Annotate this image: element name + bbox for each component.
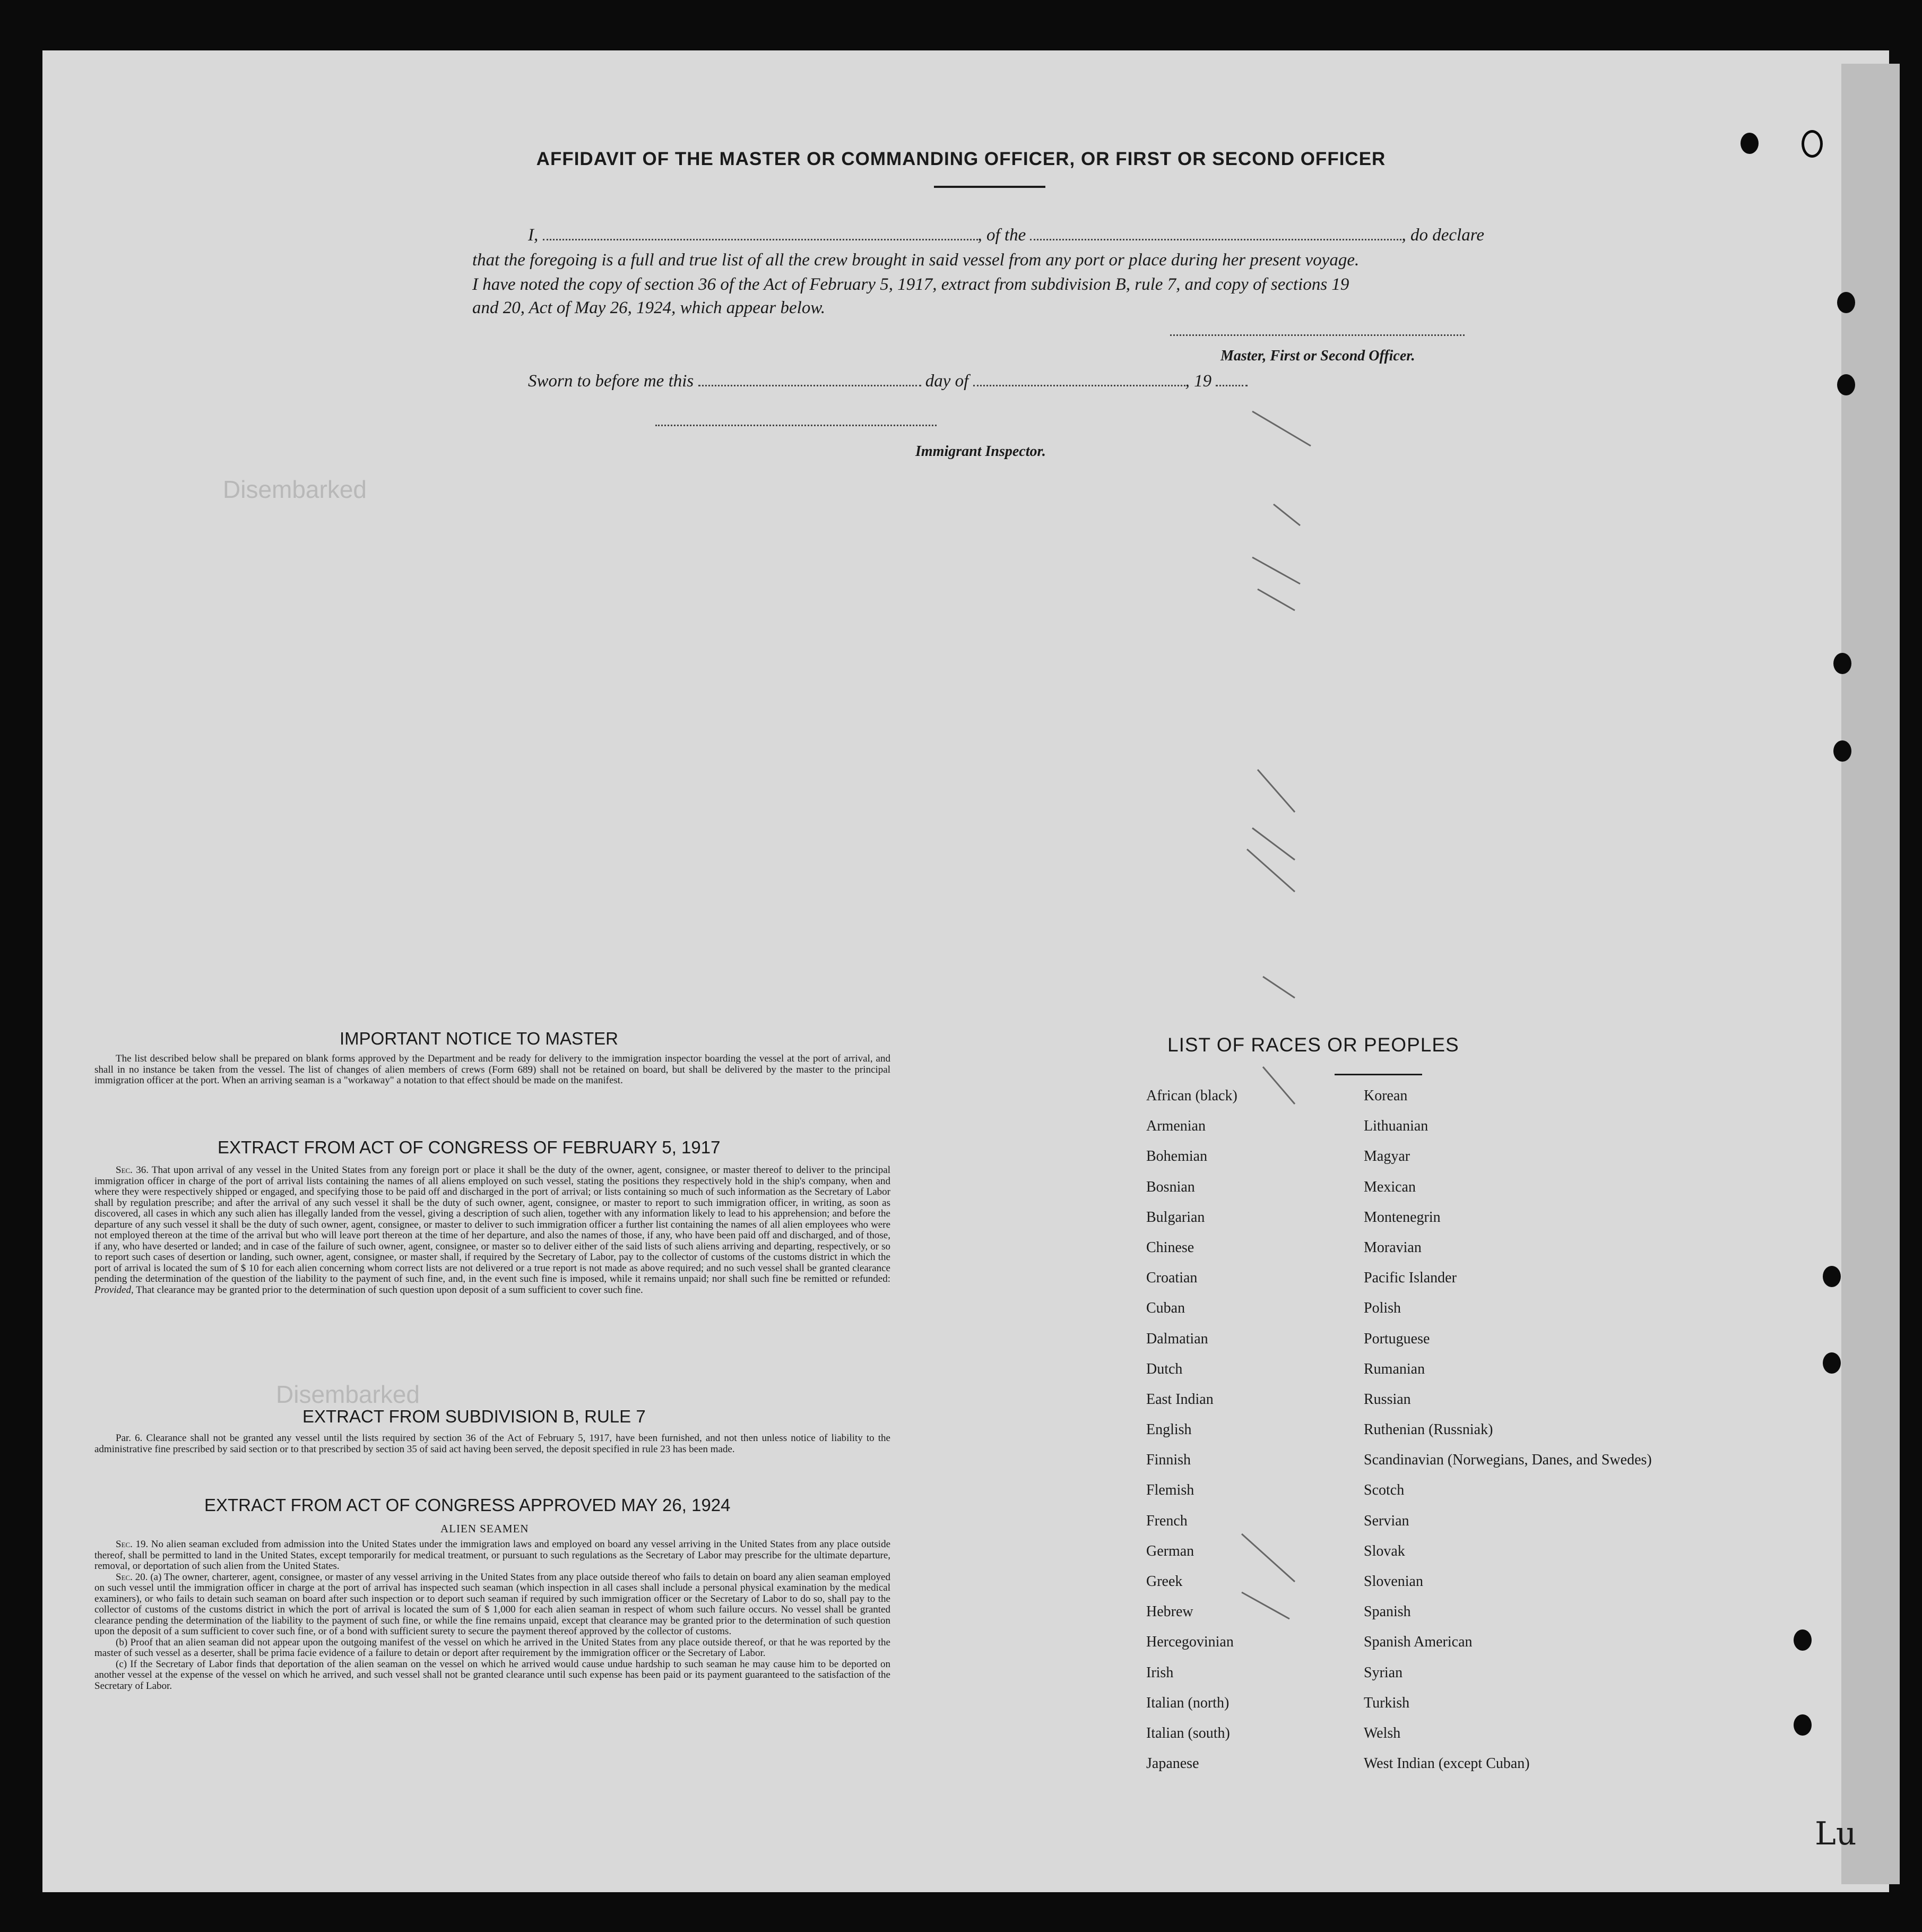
race-item: Italian (north) [1146, 1694, 1230, 1711]
race-item: Welsh [1364, 1724, 1401, 1741]
race-item: Magyar [1364, 1148, 1410, 1165]
sec-20c-text: (c) If the Secretary of Labor finds that deportation of the alien seaman on the vessel on which he arrived would cause undue hardship to such seaman he may cause him to be deported on another vessel at the expense of the vessel on which he arrived, and such vessel shall not be granted clearance until such expense has been paid or its payment guaranteed to the satisfaction of the Secretary of Labor. [94, 1658, 890, 1692]
sec-36-label: Sec. 36. [116, 1165, 149, 1176]
race-item: Servian [1364, 1512, 1409, 1529]
sworn-prefix: Sworn to before me this [528, 372, 694, 391]
race-item: German [1146, 1542, 1194, 1559]
race-item: Dalmatian [1146, 1330, 1208, 1347]
race-item: English [1146, 1421, 1192, 1438]
race-item: Slovenian [1364, 1573, 1423, 1590]
race-item: Croatian [1146, 1270, 1198, 1287]
race-item: Slovak [1364, 1542, 1405, 1559]
alien-seamen-subheading: ALIEN SEAMEN [440, 1522, 529, 1535]
sworn-day-of: day of [925, 372, 969, 391]
extract-rule7-text [94, 1433, 890, 1455]
race-item: Portuguese [1364, 1330, 1430, 1347]
race-item: Polish [1364, 1300, 1401, 1317]
race-item: Spanish American [1364, 1634, 1473, 1651]
race-item: Ruthenian (Russniak) [1364, 1421, 1493, 1438]
race-item: Dutch [1146, 1360, 1183, 1377]
race-item: Scandinavian (Norwegians, Danes, and Swedes) [1364, 1452, 1652, 1469]
race-item: Bulgarian [1146, 1209, 1205, 1226]
extract-rule7-heading: EXTRACT FROM SUBDIVISION B, RULE 7 [302, 1407, 646, 1426]
race-item: Mexican [1364, 1178, 1416, 1195]
race-item: Moravian [1364, 1239, 1422, 1256]
race-item: Syrian [1364, 1664, 1403, 1681]
race-item: Finnish [1146, 1452, 1191, 1469]
race-item: Spanish [1364, 1603, 1411, 1620]
race-item: Chinese [1146, 1239, 1194, 1256]
race-item: African (black) [1146, 1088, 1237, 1104]
declaration-do-declare: , do declare [1401, 226, 1484, 245]
race-item: Rumanian [1364, 1360, 1425, 1377]
notice-paragraph: The list described below shall be prepared on blank forms approved by the Department and be ready for delivery to the immigration inspector boarding the vessel at the port of arrival, and shall in no instance be taken from the vessel. The list of changes of alien members of crews (Form 689) shall not be retained on board, but shall be delivered by the master to the principal immigration officer at the port. When an arriving seaman is a "workaway" a notation to that effect should be made on the manifest. [94, 1053, 890, 1086]
declaration-line-3: I have noted the copy of section 36 of the Act of February 5, 1917, extract from subdivision B, rule 7, and copy of sections 19 [472, 275, 1349, 294]
race-item: Flemish [1146, 1482, 1194, 1499]
sec-36-text: That upon arrival of any vessel in the United States from any foreign port or place it shall be the duty of the owner, agent, consignee, or master thereof to deliver to the principal immigration officer in charge of the port of arrival lists containing the names of all aliens employed on such vessel, stating the positions they respectively hold in the ship's company, when and where they were respectively shipped or engaged, and specifying those to be paid off and discharged in the port of arrival; or lists containing so much of such information as the Secretary of Labor shall by regulation prescribe; and after the arrival of any such vessel it shall be the duty of such owner, agent, consignee, or master to report to such immigration officer, in writing, as soon as discovered, all cases in which any such alien has illegally landed from the vessel, giving a description of such alien, together with any information likely to lead to his apprehension; and before the departure of any such vessel it shall be the duty of such owner, agent, consignee, or master to deliver to such immigration officer a further list containing the names of all alien employees who were not employed thereon at the time of the arrival but who will leave port thereon at the time of her departure, and also the names of those, if any, who have been paid off and discharged, and of those, if any, who have deserted or landed; and in case of the failure of such owner, agent, consignee, or master so to deliver either of the said lists of such aliens arriving and departing, respectively, or so to report such cases of desertion or landing, such owner, agent, consignee, or master shall, if required by the Secretary of Labor, pay to the collector of customs of the customs district in which the port of arrival is located the sum of $ 10 for each alien concerning whom correct lists are not delivered or a true report is not made as above required; and no such vessel shall be granted clearance pending the determination of the question of the liability to the payment of such fine, and, in the event such fine is imposed, while it remains unpaid; nor shall such fine be remitted or refunded: [94, 1165, 890, 1284]
races-heading: LIST OF RACES OR PEOPLES [1167, 1034, 1459, 1056]
race-item: Pacific Islander [1364, 1270, 1457, 1287]
race-item: Armenian [1146, 1118, 1206, 1135]
extract-1924-heading: EXTRACT FROM ACT OF CONGRESS APPROVED MAY 26, 1924 [204, 1495, 731, 1515]
bleed-through-text: Disembarked [276, 1381, 420, 1408]
races-list-right [1364, 1088, 1652, 1786]
race-item: Hercegovinian [1146, 1634, 1234, 1651]
sec-19-label: Sec. 19. [116, 1539, 149, 1550]
race-item: Turkish [1364, 1694, 1410, 1711]
race-item: Scotch [1364, 1482, 1405, 1499]
affidavit-title: AFFIDAVIT OF THE MASTER OR COMMANDING OFFICER, OR FIRST OR SECOND OFFICER [536, 149, 1386, 169]
race-item: Italian (south) [1146, 1724, 1230, 1741]
race-item: Cuban [1146, 1300, 1185, 1317]
sec-20b-text: (b) Proof that an alien seaman did not appear upon the outgoing manifest of the vessel on which he arrived in the United States from any place outside thereof, or that he was reported by the master of such vessel as a deserter, shall be prima facie evidence of a failure to detain or deport after requirement by the immigration officer or the Secretary of Labor. [94, 1636, 890, 1659]
race-item: Bohemian [1146, 1148, 1208, 1165]
declaration-line-4: and 20, Act of May 26, 1924, which appear below. [472, 298, 826, 317]
sec-19-text: No alien seaman excluded from admission into the United States under the immigration laws and employed on board any vessel arriving in the United States from any place outside thereof, shall be permitted to land in the United States, except temporarily for medical treatment, or pursuant to such regulations as the Secretary of Labor may prescribe for the ultimate departure, removal, or deportation of such alien from the United States. [94, 1539, 890, 1572]
sec-36-text-end: That clearance may be granted prior to the determination of such question upon deposit of a sum sufficient to cover such fine. [136, 1284, 643, 1296]
race-item: Korean [1364, 1088, 1408, 1104]
provided-word: Provided, [94, 1284, 134, 1296]
inspector-caption: Immigrant Inspector. [915, 443, 1046, 460]
race-item: Lithuanian [1364, 1118, 1428, 1135]
bleed-through-text: Disembarked [223, 476, 367, 503]
race-item: Russian [1364, 1391, 1411, 1408]
master-signature-caption: Master, First or Second Officer. [1220, 348, 1415, 364]
notice-heading: IMPORTANT NOTICE TO MASTER [340, 1029, 619, 1048]
declaration-line-2: that the foregoing is a full and true list of all the crew brought in said vessel from any port or place during her present voyage. [472, 251, 1360, 270]
race-item: East Indian [1146, 1391, 1214, 1408]
sworn-year: , 19 [1185, 372, 1212, 391]
extract-1917-text [94, 1165, 890, 1296]
sec-20-label: Sec. 20. [116, 1571, 148, 1583]
race-item: French [1146, 1512, 1188, 1529]
race-item: Bosnian [1146, 1178, 1195, 1195]
declaration-of-the: , of the [977, 226, 1026, 245]
races-list-left [1146, 1088, 1237, 1786]
races-rule [1335, 1074, 1422, 1075]
race-item: Montenegrin [1364, 1209, 1441, 1226]
rule7-paragraph: Par. 6. Clearance shall not be granted any vessel until the lists required by section 36 of the Act of February 5, 1917, have been furnished, and not then unless notice of liability to the administrative fine prescribed by said section or to that prescribed by section 35 of said act having been served, the deposit specified in rule 23 has been made. [94, 1433, 890, 1455]
extract-1924-text [94, 1539, 890, 1692]
declaration-i: I, [528, 226, 539, 245]
extract-1917-heading: EXTRACT FROM ACT OF CONGRESS OF FEBRUARY 5, 1917 [218, 1137, 721, 1157]
race-item: Irish [1146, 1664, 1174, 1681]
race-item: West Indian (except Cuban) [1364, 1755, 1530, 1772]
race-item: Japanese [1146, 1755, 1199, 1772]
race-item: Greek [1146, 1573, 1183, 1590]
notice-text [94, 1054, 890, 1086]
race-item: Hebrew [1146, 1603, 1193, 1620]
sec-20a-text: (a) The owner, charterer, agent, consignee, or master of any vessel arriving in the United States from any place outside thereof who fails to detain on board any alien seaman employed on such vessel until the immigration officer in charge at the port of arrival has inspected such seaman (which inspection in all cases shall include a personal physical examination by the medical examiners), or who fails to detain such seaman on board after such inspection or to deport such seaman if required by such immigration officer or the Secretary of Labor to do so, shall pay to the collector of customs of the customs district in which the port of arrival is located the sum of $ 1,000 for each alien seaman in respect of whom such failure occurs. No vessel shall be granted clearance pending the determination of the liability to the payment of such fine, or while the fine remains unpaid, except that clearance may be granted prior to the determination of such question upon the deposit of a sum sufficient to cover such fine, or of a bond with sufficient surety to secure the payment thereof approved by the collector of customs. [94, 1571, 890, 1637]
handwritten-corner-mark: Lu [1815, 1815, 1857, 1852]
